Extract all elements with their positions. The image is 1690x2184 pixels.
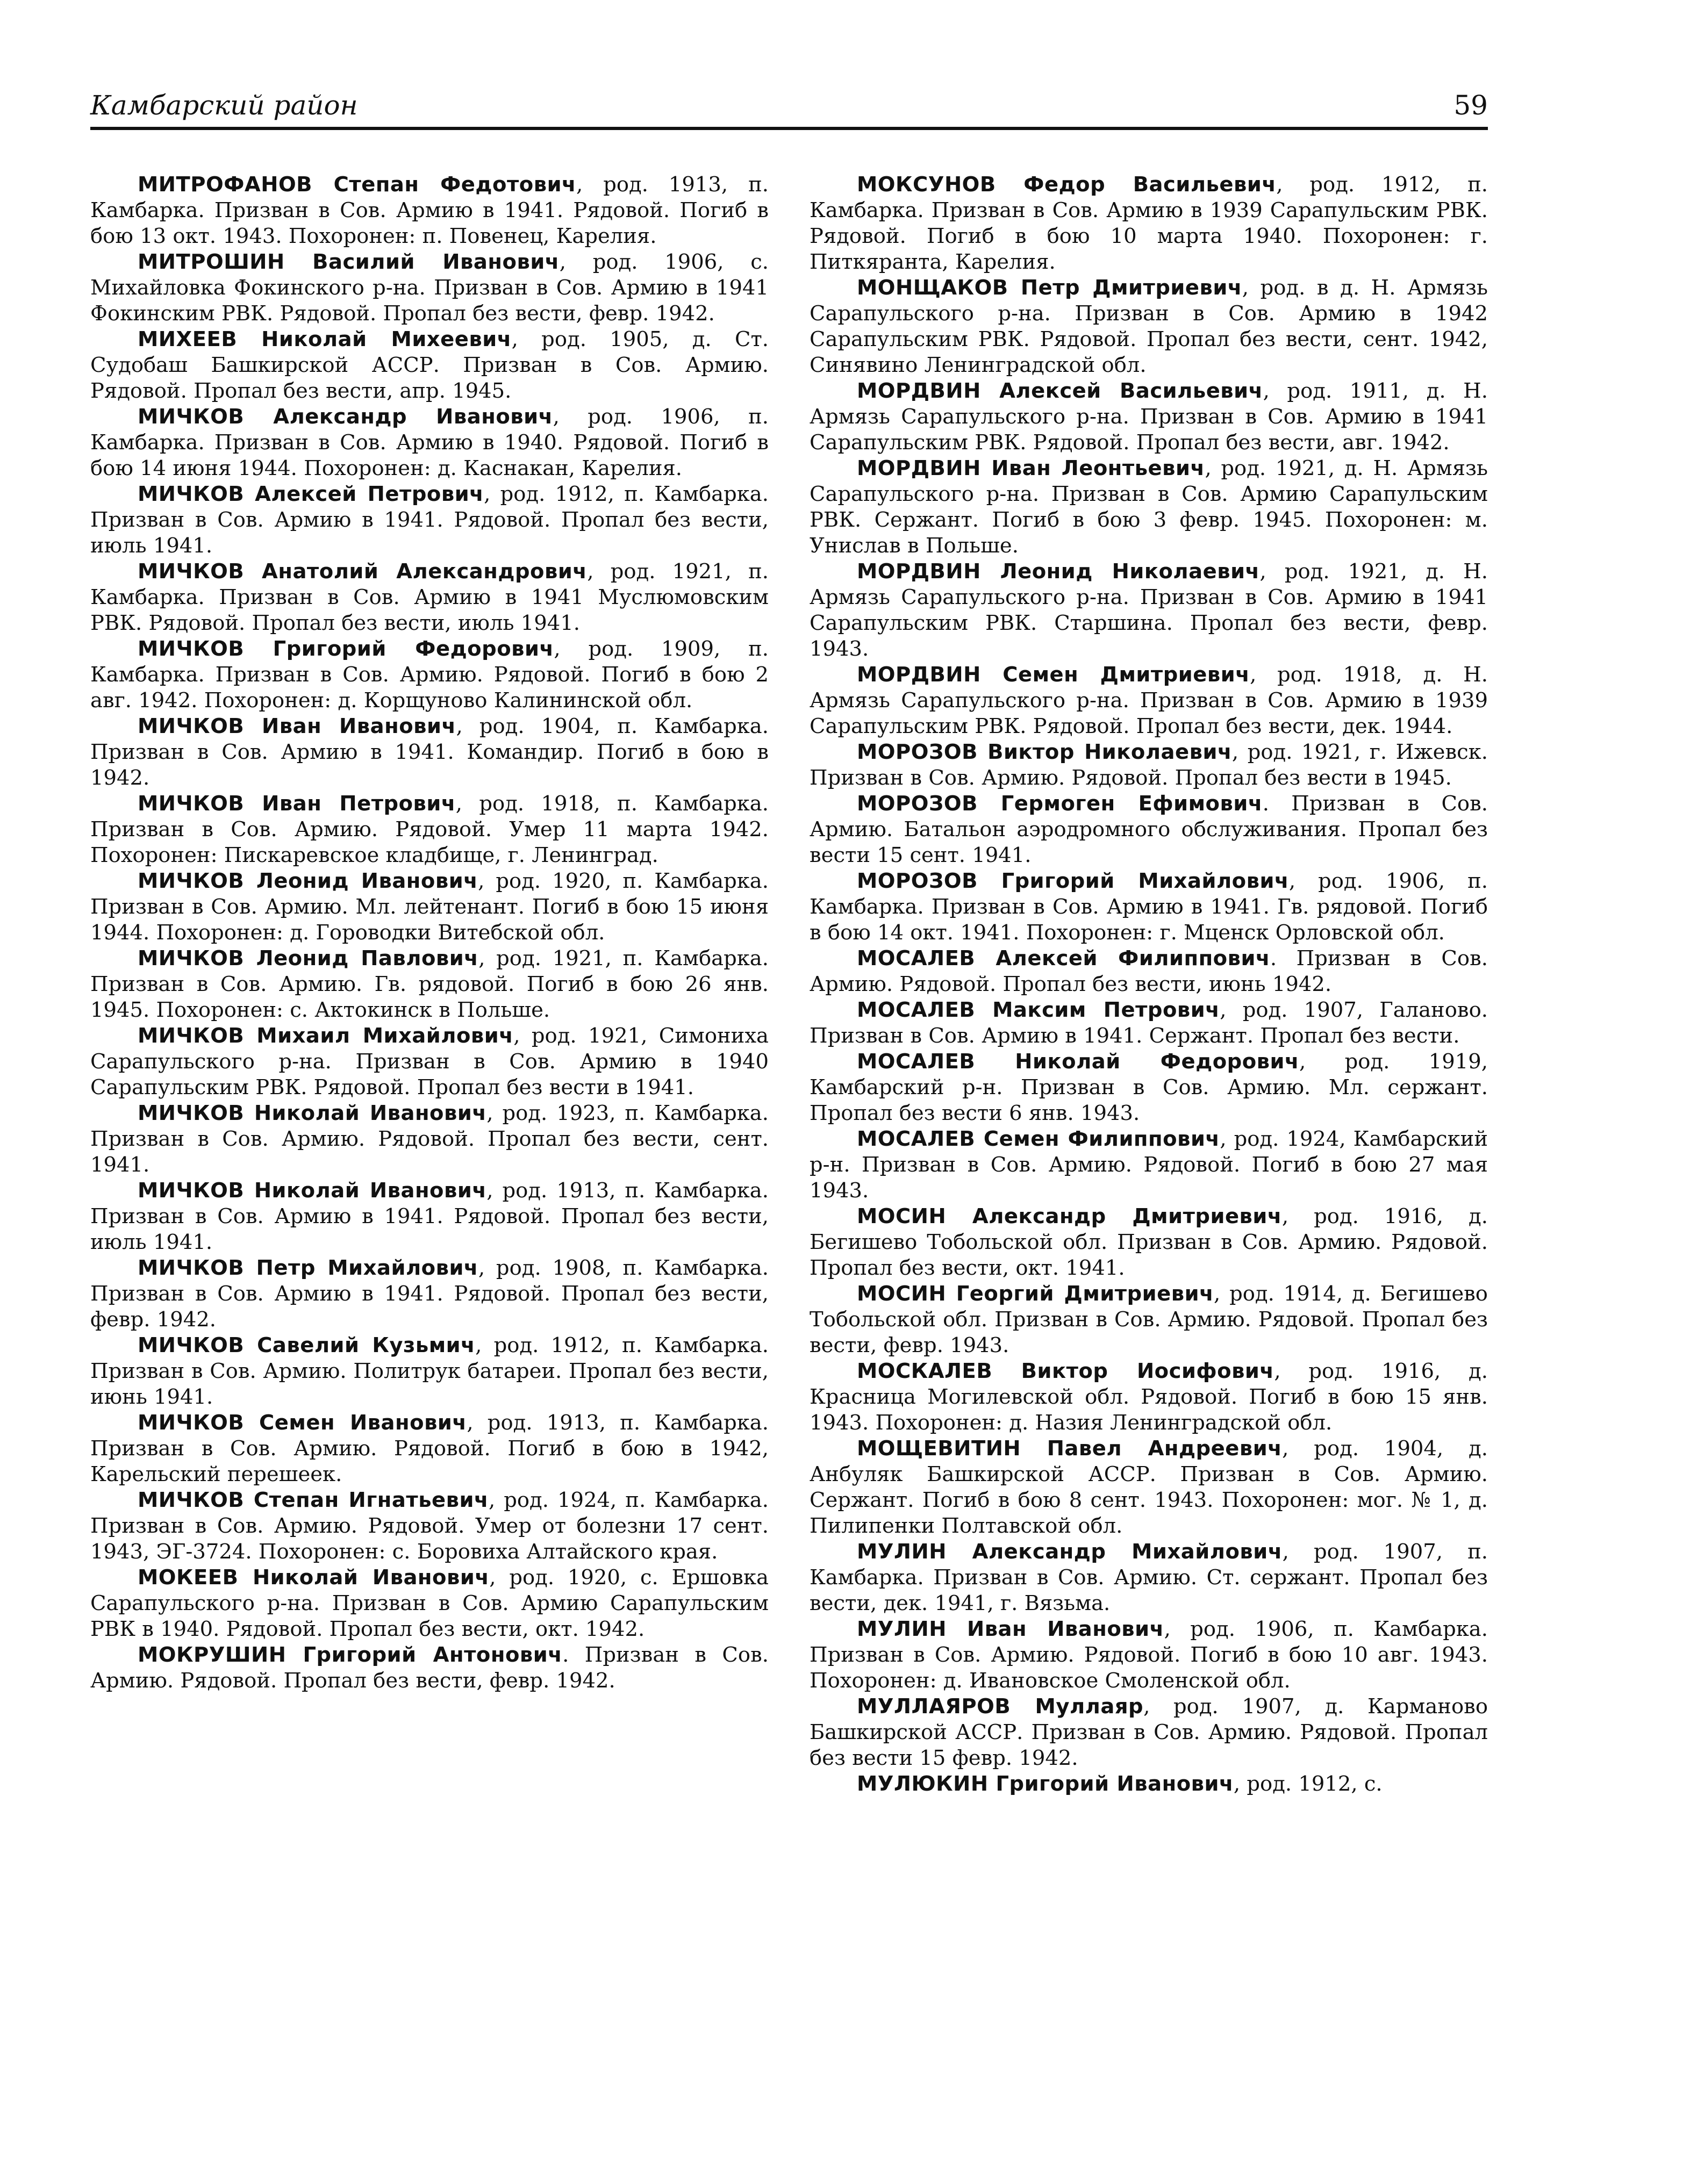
entry-name: МИЧКОВ Александр Иванович xyxy=(138,405,553,429)
register-entry xyxy=(90,482,769,559)
entry-text: , род. 1912, п. Камбарка. Призван в Сов. Армию в 1939 Сарапульским РВК. Рядовой. Погиб в бою 10 марта 1940. Похоронен: г. Питкяранта, Карелия. xyxy=(810,173,1488,274)
entry-name: МИЧКОВ Григорий Федорович xyxy=(138,637,554,661)
entry-text: , род. 1924, п. Камбарка. Призван в Сов. Армию. Рядовой. Умер от болезни 17 сент. 1943, ЭГ-3724. Похоронен: с. Боровиха Алтайского края. xyxy=(90,1488,769,1564)
entry-text: , род. 1906, с. Михайловка Фокинского р-на. Призван в Сов. Армию в 1941 Фокинским РВК. Рядовой. Пропал без вести, февр. 1942. xyxy=(90,250,769,326)
register-entry xyxy=(90,868,769,946)
register-entry xyxy=(90,791,769,868)
register-entry xyxy=(810,172,1488,275)
entry-name: МОРОЗОВ Григорий Михайлович xyxy=(857,869,1289,893)
entry-text: , род. 1918, д. Н. Армязь Сарапульского р-на. Призван в Сов. Армию в 1939 Сарапульским РВК. Рядовой. Пропал без вести, дек. 1944. xyxy=(810,663,1488,738)
entry-text: , род. 1912, п. Камбарка. Призван в Сов. Армию. Политрук батареи. Пропал без вести, июнь 1941. xyxy=(90,1333,769,1409)
entry-text: , род. 1907, д. Карманово Башкирской АССР. Призван в Сов. Армию. Рядовой. Пропал без вести 15 февр. 1942. xyxy=(810,1694,1488,1770)
section-title: Камбарский район xyxy=(90,90,358,121)
entry-name: МОСАЛЕВ Николай Федорович xyxy=(857,1050,1299,1074)
register-entry xyxy=(90,1488,769,1565)
register-entry xyxy=(810,868,1488,946)
register-entry xyxy=(810,559,1488,662)
entry-name: МОСИН Александр Дмитриевич xyxy=(857,1204,1282,1228)
entry-text: , род. 1911, д. Н. Армязь Сарапульского р-на. Призван в Сов. Армию в 1941 Сарапульским РВК. Рядовой. Пропал без вести, авг. 1942. xyxy=(810,379,1488,455)
entry-text: , род. 1908, п. Камбарка. Призван в Сов. Армию в 1941. Рядовой. Пропал без вести, февр. 1942. xyxy=(90,1256,769,1332)
entry-text: , род. 1920, п. Камбарка. Призван в Сов. Армию. Мл. лейтенант. Погиб в бою 15 июня 1944. Похоронен: д. Гороводки Витебской обл. xyxy=(90,869,769,945)
entry-name: МИХЕЕВ Николай Михеевич xyxy=(138,327,512,351)
register-entry xyxy=(810,1049,1488,1126)
register-entry xyxy=(90,1023,769,1101)
entry-text: , род. в д. Н. Армязь Сарапульского р-на. Призван в Сов. Армию в 1942 Сарапульским РВК. Рядовой. Пропал без вести, сент. 1942, Синявино Ленинградской обл. xyxy=(810,276,1488,377)
register-entry xyxy=(90,1565,769,1642)
register-entry xyxy=(810,662,1488,739)
entry-name: МИЧКОВ Леонид Иванович xyxy=(138,869,478,893)
entry-text: , род. 1921, д. Н. Армязь Сарапульского р-на. Призван в Сов. Армию в 1941 Сарапульским РВК. Старшина. Пропал без вести, февр. 1943. xyxy=(810,559,1488,661)
register-entry xyxy=(90,1410,769,1488)
register-entry xyxy=(810,378,1488,456)
register-entry xyxy=(90,1642,769,1694)
running-header xyxy=(90,80,1488,128)
entry-name: МУЛИН Александр Михайлович xyxy=(857,1540,1283,1564)
register-entry xyxy=(90,636,769,714)
entry-text: , род. 1916, д. Бегишево Тобольской обл. Призван в Сов. Армию. Рядовой. Пропал без вести, окт. 1941. xyxy=(810,1204,1488,1280)
entry-name: МУЛЛАЯРОВ Муллаяр xyxy=(857,1694,1144,1719)
entry-text: , род. 1921, д. Н. Армязь Сарапульского р-на. Призван в Сов. Армию Сарапульским РВК. Сержант. Погиб в бою 3 февр. 1945. Похоронен: м. Унислав в Польше. xyxy=(810,456,1488,558)
page-number: 59 xyxy=(1453,90,1488,121)
entry-name: МИЧКОВ Степан Игнатьевич xyxy=(138,1488,489,1512)
entry-text: , род. 1921, п. Камбарка. Призван в Сов. Армию в 1941 Муслюмовским РВК. Рядовой. Пропал без вести, июль 1941. xyxy=(90,559,769,635)
register-entry xyxy=(810,946,1488,997)
header-rule xyxy=(90,127,1488,130)
entry-name: МОКРУШИН Григорий Антонович xyxy=(138,1643,563,1667)
entry-text: , род. 1906, п. Камбарка. Призван в Сов. Армию в 1940. Рядовой. Погиб в бою 14 июня 1944. Похоронен: д. Каснакан, Карелия. xyxy=(90,405,769,480)
register-entry xyxy=(90,1255,769,1333)
entry-name: МИТРОФАНОВ Степан Федотович xyxy=(138,173,576,197)
entry-name: МОКЕЕВ Николай Иванович xyxy=(138,1565,490,1590)
entry-name: МОРДВИН Алексей Васильевич xyxy=(857,379,1263,403)
register-entry xyxy=(810,739,1488,791)
register-entry xyxy=(810,1617,1488,1694)
entry-text: , род. 1907, п. Камбарка. Призван в Сов. Армию. Ст. сержант. Пропал без вести, дек. 1941, г. Вязьма. xyxy=(810,1540,1488,1615)
register-entry xyxy=(810,1436,1488,1539)
entry-name: МУЛЮКИН Григорий Иванович xyxy=(857,1772,1234,1796)
entry-text: , род. 1916, д. Красница Могилевской обл. Рядовой. Погиб в бою 15 янв. 1943. Похоронен: д. Назия Ленинградской обл. xyxy=(810,1359,1488,1435)
entry-text: , род. 1919, Камбарский р-н. Призван в Сов. Армию. Мл. сержант. Пропал без вести 6 янв. 1943. xyxy=(810,1050,1488,1125)
register-entry xyxy=(90,1178,769,1255)
right-column xyxy=(810,172,1488,1797)
register-entry xyxy=(90,172,769,249)
entry-text: , род. 1914, д. Бегишево Тобольской обл. Призван в Сов. Армию. Рядовой. Пропал без вести, февр. 1943. xyxy=(810,1282,1488,1357)
register-entry xyxy=(90,714,769,791)
entry-name: МОРОЗОВ Виктор Николаевич xyxy=(857,740,1232,764)
entry-name: МИЧКОВ Савелий Кузьмич xyxy=(138,1333,476,1357)
entry-text: , род. 1921, Симониха Сарапульского р-на. Призван в Сов. Армию в 1940 Сарапульским РВК. Рядовой. Пропал без вести в 1941. xyxy=(90,1024,769,1100)
entry-text: , род. 1907, Галаново. Призван в Сов. Армию в 1941. Сержант. Пропал без вести. xyxy=(810,998,1488,1048)
register-entry xyxy=(90,249,769,327)
entry-text: , род. 1920, с. Ершовка Сарапульского р-на. Призван в Сов. Армию Сарапульским РВК в 1940. Рядовой. Пропал без вести, окт. 1942. xyxy=(90,1565,769,1641)
entry-name: МОРДВИН Семен Дмитриевич xyxy=(857,663,1250,687)
entry-name: МИЧКОВ Леонид Павлович xyxy=(138,946,479,971)
entry-name: МОЩЕВИТИН Павел Андреевич xyxy=(857,1436,1283,1461)
entry-text: , род. 1904, п. Камбарка. Призван в Сов. Армию в 1941. Командир. Погиб в бою в 1942. xyxy=(90,714,769,790)
entry-text: , род. 1912, с. xyxy=(1233,1772,1383,1796)
register-entry xyxy=(810,1771,1488,1797)
register-entry xyxy=(810,275,1488,378)
entry-name: МОСИН Георгий Дмитриевич xyxy=(857,1282,1214,1306)
entry-name: МИЧКОВ Николай Иванович xyxy=(138,1179,487,1203)
entry-text: , род. 1913, п. Камбарка. Призван в Сов. Армию в 1941. Рядовой. Погиб в бою 13 окт. 1943. Похоронен: п. Повенец, Карелия. xyxy=(90,173,769,248)
entry-text: , род. 1913, п. Камбарка. Призван в Сов. Армию. Рядовой. Погиб в бою в 1942, Карельский перешеек. xyxy=(90,1411,769,1486)
entry-name: МОСАЛЕВ Алексей Филиппович xyxy=(857,946,1270,971)
entry-name: МИЧКОВ Николай Иванович xyxy=(138,1101,487,1125)
entry-text: , род. 1923, п. Камбарка. Призван в Сов. Армию. Рядовой. Пропал без вести, сент. 1941. xyxy=(90,1101,769,1177)
entry-name: МИЧКОВ Анатолий Александрович xyxy=(138,559,588,584)
entry-name: МУЛИН Иван Иванович xyxy=(857,1617,1164,1641)
entry-name: МИЧКОВ Семен Иванович xyxy=(138,1411,467,1435)
entry-name: МОСАЛЕВ Максим Петрович xyxy=(857,998,1220,1022)
entry-text: , род. 1906, п. Камбарка. Призван в Сов. Армию. Рядовой. Погиб в бою 10 авг. 1943. Похоронен: д. Ивановское Смоленской обл. xyxy=(810,1617,1488,1693)
register-entry xyxy=(810,1126,1488,1204)
register-entry xyxy=(810,456,1488,559)
register-entry xyxy=(810,1359,1488,1436)
register-entry xyxy=(90,559,769,636)
entry-text: , род. 1909, п. Камбарка. Призван в Сов. Армию. Рядовой. Погиб в бою 2 авг. 1942. Похоронен: д. Корщуново Калининской обл. xyxy=(90,637,769,713)
entry-name: МОСАЛЕВ Семен Филиппович xyxy=(857,1127,1220,1151)
register-entry xyxy=(90,404,769,482)
register-entry xyxy=(810,1539,1488,1617)
entry-name: МИЧКОВ Иван Иванович xyxy=(138,714,456,738)
register-entry xyxy=(90,1101,769,1178)
entry-name: МИЧКОВ Михаил Михайлович xyxy=(138,1024,514,1048)
entry-text: , род. 1913, п. Камбарка. Призван в Сов. Армию в 1941. Рядовой. Пропал без вести, июль 1941. xyxy=(90,1179,769,1254)
register-entry xyxy=(810,997,1488,1049)
register-entry xyxy=(810,1281,1488,1359)
register-entry xyxy=(90,1333,769,1410)
entry-name: МОКСУНОВ Федор Васильевич xyxy=(857,173,1277,197)
entry-text: , род. 1906, п. Камбарка. Призван в Сов. Армию в 1941. Гв. рядовой. Погиб в бою 14 окт. 1941. Похоронен: г. Мценск Орловской обл. xyxy=(810,869,1488,945)
entry-text: , род. 1918, п. Камбарка. Призван в Сов. Армию. Рядовой. Умер 11 марта 1942. Похоронен: Пискаревское кладбище, г. Ленинград. xyxy=(90,792,769,867)
entry-name: МОРОЗОВ Гермоген Ефимович xyxy=(857,792,1263,816)
entry-text: , род. 1924, Камбарский р-н. Призван в Сов. Армию. Рядовой. Погиб в бою 27 мая 1943. xyxy=(810,1127,1488,1203)
entry-name: МОРДВИН Иван Леонтьевич xyxy=(857,456,1205,480)
entry-name: МИТРОШИН Василий Иванович xyxy=(138,250,560,274)
entry-text: . Призван в Сов. Армию. Рядовой. Пропал без вести, февр. 1942. xyxy=(90,1643,769,1693)
entry-text: , род. 1912, п. Камбарка. Призван в Сов. Армию в 1941. Рядовой. Пропал без вести, июль 1941. xyxy=(90,482,769,558)
register-entry xyxy=(810,1204,1488,1281)
entry-name: МОНЩАКОВ Петр Дмитриевич xyxy=(857,276,1242,300)
entry-text: , род. 1921, п. Камбарка. Призван в Сов. Армию. Гв. рядовой. Погиб в бою 26 янв. 1945. Похоронен: с. Актокинск в Польше. xyxy=(90,946,769,1022)
entry-text: . Призван в Сов. Армию. Рядовой. Пропал без вести, июнь 1942. xyxy=(810,946,1488,996)
entry-text: , род. 1921, г. Ижевск. Призван в Сов. Армию. Рядовой. Пропал без вести в 1945. xyxy=(810,740,1488,790)
register-entry xyxy=(810,1694,1488,1771)
register-entry xyxy=(90,946,769,1023)
entry-name: МИЧКОВ Алексей Петрович xyxy=(138,482,484,506)
register-entry xyxy=(810,791,1488,868)
register-entry xyxy=(90,327,769,404)
entry-name: МИЧКОВ Иван Петрович xyxy=(138,792,456,816)
entry-name: МИЧКОВ Петр Михайлович xyxy=(138,1256,478,1280)
left-column xyxy=(90,172,769,1694)
entry-text: , род. 1905, д. Ст. Судобаш Башкирской АССР. Призван в Сов. Армию. Рядовой. Пропал без вести, апр. 1945. xyxy=(90,327,769,403)
entry-text: . Призван в Сов. Армию. Батальон аэродромного обслуживания. Пропал без вести 15 сент. 1941. xyxy=(810,792,1488,867)
entry-name: МОРДВИН Леонид Николаевич xyxy=(857,559,1260,584)
entry-name: МОСКАЛЕВ Виктор Иосифович xyxy=(857,1359,1274,1383)
entry-text: , род. 1904, д. Анбуляк Башкирской АССР. Призван в Сов. Армию. Сержант. Погиб в бою 8 сент. 1943. Похоронен: мог. № 1, д. Пилипенки Полтавской обл. xyxy=(810,1436,1488,1538)
